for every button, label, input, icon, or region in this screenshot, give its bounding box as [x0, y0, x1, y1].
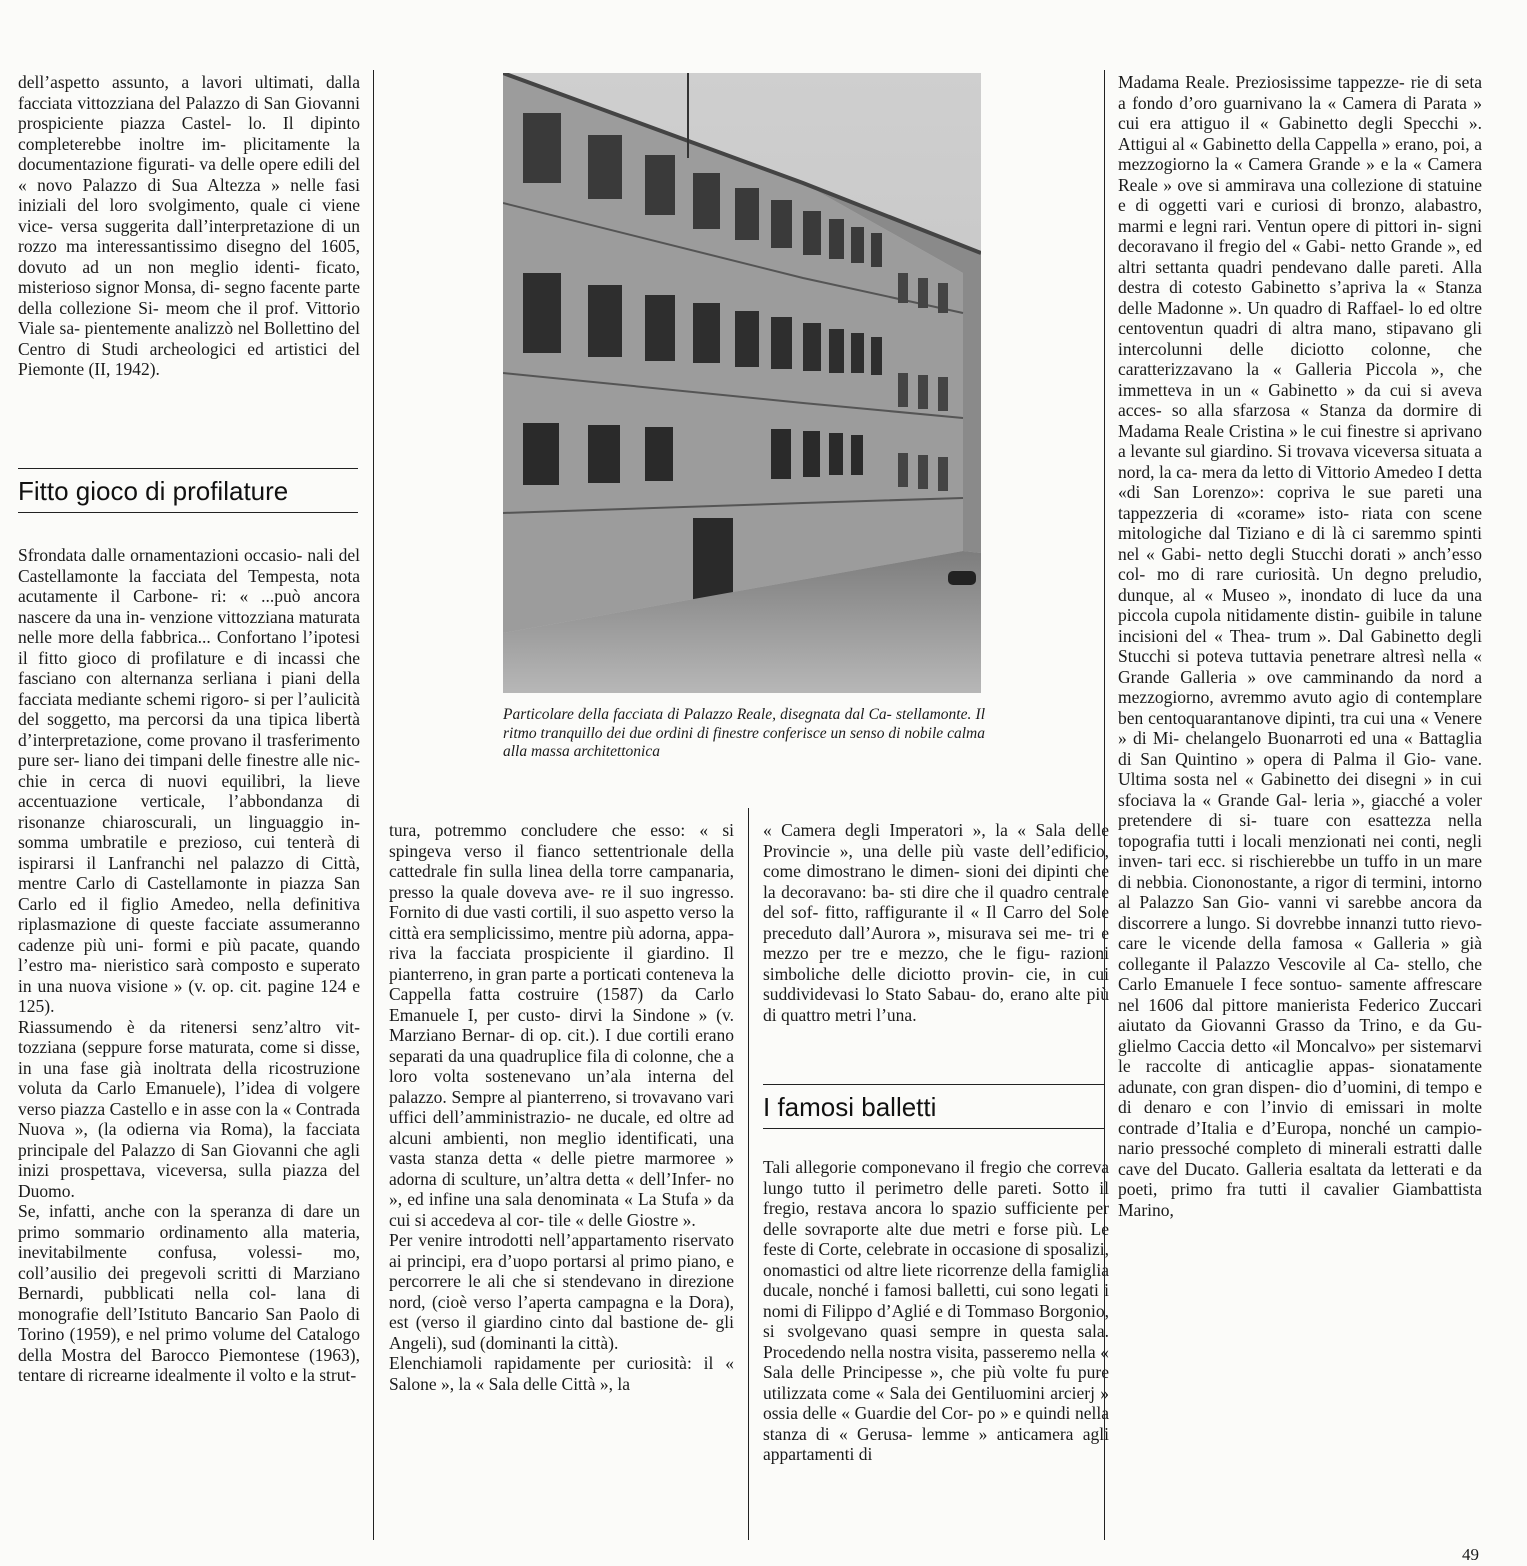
photo-caption: Particolare della facciata di Palazzo Reale, disegnata dal Ca- stellamonte. Il ritmo tranquillo dei due ordini di finestre conferisce un senso di nobile calma alla massa architettonica — [503, 706, 985, 760]
section-heading-balletti: I famosi balletti — [763, 1092, 937, 1122]
column-divider-2 — [748, 808, 749, 1540]
section-heading-profilature: Fitto gioco di profilature — [18, 476, 289, 506]
middle-column-b — [763, 820, 1109, 1025]
left-paragraph-2: Sfrondata dalle ornamentazioni occasio- nali del Castellamonte la facciata del Tempesta, nota acutamente il Carbone- ri: « ...può ancora nascere da una in- venzione vittozziana maturata nelle more della fabbrica... Confortano l’ipotesi il fitto gioco di profilature e di incassi che fasciano con alternanza serliana i piani della facciata mediante schemi rigoro- si per l’aulicità del soggetto, ma percorsi da una tipica libertà d’interpretazione, come provano il trasferimento pure ser- liano dei timpani delle finestre alle nic- chie in cerca di nuovi equilibri, la lieve accentuazione verticale, l’abbondanza di risonanze chiaroscurali, un linguaggio in- somma umbratile e prezioso, cui tenterà di ispirarsi il Lanfranchi nel palazzo di Città, mentre Carlo di Castellamonte in piazza San Carlo ed il figlio Amedeo, nella definitiva riplasmazione di queste facciate assumeranno cadenze più uni- formi e più pacate, quando l’estro ma- nieristico sarà composto e superato in una nuova visione » (v. op. cit. pagine 124 e 125). — [18, 545, 360, 1016]
middle-b-paragraph-1: « Camera degli Imperatori », la « Sala delle Provincie », una delle più vaste dell’edificio, come dimostrano le dimen- sioni dei dipinti che la decoravano: ba- sti dire che il quadro centrale del sof- fitto, raffigurante il « Il Carro del Sole preceduto dall’Aurora », misurava sei me- tri e mezzo per tre e mezzo, che le figu- razioni simboliche delle diciotto provin- cie, in cui suddividevasi lo Stato Sabau- do, erano alte più di quattro metri l’una. — [763, 820, 1109, 1025]
heading-rule-bottom — [18, 512, 358, 513]
middle-column-a — [389, 820, 734, 1394]
left-column — [18, 72, 360, 380]
middle-a-paragraph-3: Elenchiamoli rapidamente per curiosità: il « Salone », la « Sala delle Città », la — [389, 1353, 734, 1394]
middle-b-paragraph-2: Tali allegorie componevano il fregio che correva lungo tutto il perimetro delle pareti. Sotto il fregio, restava ancora lo spazio sufficiente per delle sovraporte alte due metri e forse più. Le feste di Corte, celebrate in occasione di sposalizi, onomastici od altre liete ricorrenze della famiglia ducale, nonché i famosi balletti, cui sono legati i nomi di Filippo d’Aglié e di Tommaso Borgonio, si svolgevano quasi sempre in questa sala. Procedendo nella nostra visita, passeremo nella « Sala delle Principesse », che più volte fu pure utilizzata come « Sala dei Gentiluomini arcierj » ossia delle « Guardie del Cor- po » e quindi nella stanza di « Gerusa- lemme » anticamera agli appartamenti di — [763, 1157, 1109, 1464]
page-number: 49 — [1462, 1545, 1479, 1564]
left-paragraph-3: Riassumendo è da ritenersi senz’altro vit- tozziana (seppure forse maturata, come si disse, in una fase già inoltrata della ricostruzione voluta da Carlo Emanuele), l’idea di volgere verso piazza Castello e in asse con la « Contrada Nuova », (la odierna via Roma), la facciata principale del Palazzo di San Giovanni che agli inizi prospettava, viceversa, sulla piazza del Duomo. — [18, 1016, 360, 1201]
heading-rule-top-2 — [763, 1084, 1105, 1085]
column-divider-1 — [373, 70, 374, 1540]
middle-a-paragraph-1: tura, potremmo concludere che esso: « si spingeva verso il fianco settentrionale della cattedrale fin sulla linea della torre campanaria, presso la quale doveva ave- re il suo ingresso. Fornito di due vasti cortili, il suo aspetto verso la città era semplicissimo, mentre più adorna, appa- riva la facciata prospiciente il giardino. Il pianterreno, in gran parte a porticati conteneva la Cappella fatta costruire (1587) da Carlo Emanuele I, per custo- dirvi la Sindone » (v. Marziano Bernar- di op. cit.). I due cortili erano separati da una quadruplice fila di colonne, che a loro volta sostenevano un’ala interna del palazzo. Sempre al pianterreno, si trovavano vari uffici dell’amministrazio- ne ducale, ed oltre ad alcuni ambienti, non meglio identificati, una vasta stanza detta « delle pietre marmoree » adorna di sculture, un’altra detta « dell’Infer- no », ed infine una sala denominata « La Stufa » da cui si accedeva al cor- tile « delle Giostre ». — [389, 820, 734, 1230]
left-column-lower — [18, 545, 360, 1386]
left-paragraph-1: dell’aspetto assunto, a lavori ultimati, dalla facciata vittozziana del Palazzo di San Giovanni prospiciente piazza Castel- lo. Il dipinto completerebbe inoltre im- plicitamente la documentazione figurati- va delle opere edili del « novo Palazzo di Sua Altezza » nelle fasi iniziali del loro svolgimento, quale ci viene vice- versa suggerita dall’interpretazione di un rozzo ma interessantissimo disegno del 1605, dovuto ad un non meglio identi- ficato, misterioso signor Monsa, di- segno facente parte della collezione Si- meom che il prof. Vittorio Viale sa- pientemente analizzò nel Bollettino del Centro di Studi archeologici ed artistici del Piemonte (II, 1942). — [18, 72, 360, 379]
right-column — [1118, 72, 1482, 1220]
heading-rule-bottom-2 — [763, 1128, 1105, 1129]
palazzo-reale-photo — [503, 73, 981, 693]
left-paragraph-4: Se, infatti, anche con la speranza di dare un primo sommario ordinamento alla materia, inevitabilmente confusa, volessi- mo, coll’ausilio dei pregevoli scritti di Marziano Bernardi, pubblicati nella col- lana di monografie dell’Istituto Bancario San Paolo di Torino (1959), e nel primo volume del Catalogo della Mostra del Barocco Piemontese (1963), tentare di ricrearne idealmente il volto e la strut- — [18, 1201, 360, 1385]
middle-a-paragraph-2: Per venire introdotti nell’appartamento riservato ai principi, era d’uopo portarsi al primo piano, e percorrere le ali che si stendevano in direzione nord, (cioè verso l’aperta campagna e la Dora), est (verso il giardino cinto dal bastione de- gli Angeli), sud (dominanti la città). — [389, 1230, 734, 1353]
middle-column-b-lower — [763, 1157, 1109, 1465]
right-paragraph-1: Madama Reale. Preziosissime tappezze- rie di seta a fondo d’oro guarnivano la « Camera di Parata » cui era attiguo il « Gabinetto degli Specchi ». Attigui al « Gabinetto della Cappella » erano, poi, a mezzogiorno la « Camera Grande » e la « Camera Reale » ove si ammirava una collezione di statuine e di oggetti vari e curiosi di bronzo, alabastro, marmi e legni rari. Ventun opere di pittori in- signi decoravano il fregio del « Gabi- netto Grande », ed altri settanta quadri pendevano dalle pareti. Alla destra di cotesto Gabinetto s’apriva la « Stanza delle Madonne ». Un quadro di Raffael- lo ed oltre centoventun quadri di altra mano, stipavano gli intercolunni delle diciotto colonne, che caratterizzavano la « Galleria Piccola », che immetteva in un « Gabinetto » da cui si aveva acces- so alla sfarzosa « Stanza da dormire di Madama Reale Cristina » le cui finestre si aprivano a levante sul giardino. Si trovava viceversa situata a nord, la ca- mera da letto di Vittorio Amedeo I detta «di San Lorenzo»: copriva le sue pareti una tappezzeria di «corame» isto- riata con scene mitologiche dal Tiziano e di là ci saremmo spinti nel « Gabi- netto degli Stucchi dorati » anch’esso col- mo di rare curiosità. Un degno preludio, dunque, al « Museo », inondato di luce da una piccola cupola nitidamente distin- guibile in talune incisioni del « Thea- trum ». Dal Gabinetto degli Stucchi si poteva tuttavia penetrare altresì nella « Grande Galleria » ove camminando da nord a mezzogiorno, avremmo avuto agio di contemplare ben centoquarantanove dipinti, tra cui una « Venere » di Mi- chelangelo Buonarroti ed una « Battaglia di San Quintino » opera di Palma il Gio- vane. Ultima sosta nel « Gabinetto dei disegni » in cui sfociava la « Grande Gal- leria », giacché a voler pretendere di si- tuare con esattezza nella topografia tutti i locali menzionati nei conti, negli inven- tari ecc. si rischierebbe un tuffo in un mare di nebbia. Ciononostante, a rigor di termini, intorno al Palazzo San Gio- vanni vi sarebbe ancora da discorrere a lungo. Si dovrebbe innanzi tutto rievo- care le vicende della famosa « Galleria » già collegante il Palazzo Vescovile al Ca- stello, che Carlo Emanuele I fece sontuo- samente affrescare nel 1606 dal pittore manierista Federico Zuccari aiutato da Giovanni Grasso da Trino, e da Gu- glielmo Caccia detto «il Moncalvo» per sistemarvi le raccolte di anticaglie appas- sionatamente adunate, con gran dispen- dio d’uomini, di tempo e di denaro e con l’invio di emissari in molte contrade d’Italia e d’Europa, nonché un campio- nario pressoché completo di minerali estratti dalle cave del Ducato. Galleria esaltata da letterati e da poeti, primo fra tutti il cavalier Giambattista Marino, — [1118, 72, 1482, 1220]
heading-rule-top — [18, 468, 358, 469]
